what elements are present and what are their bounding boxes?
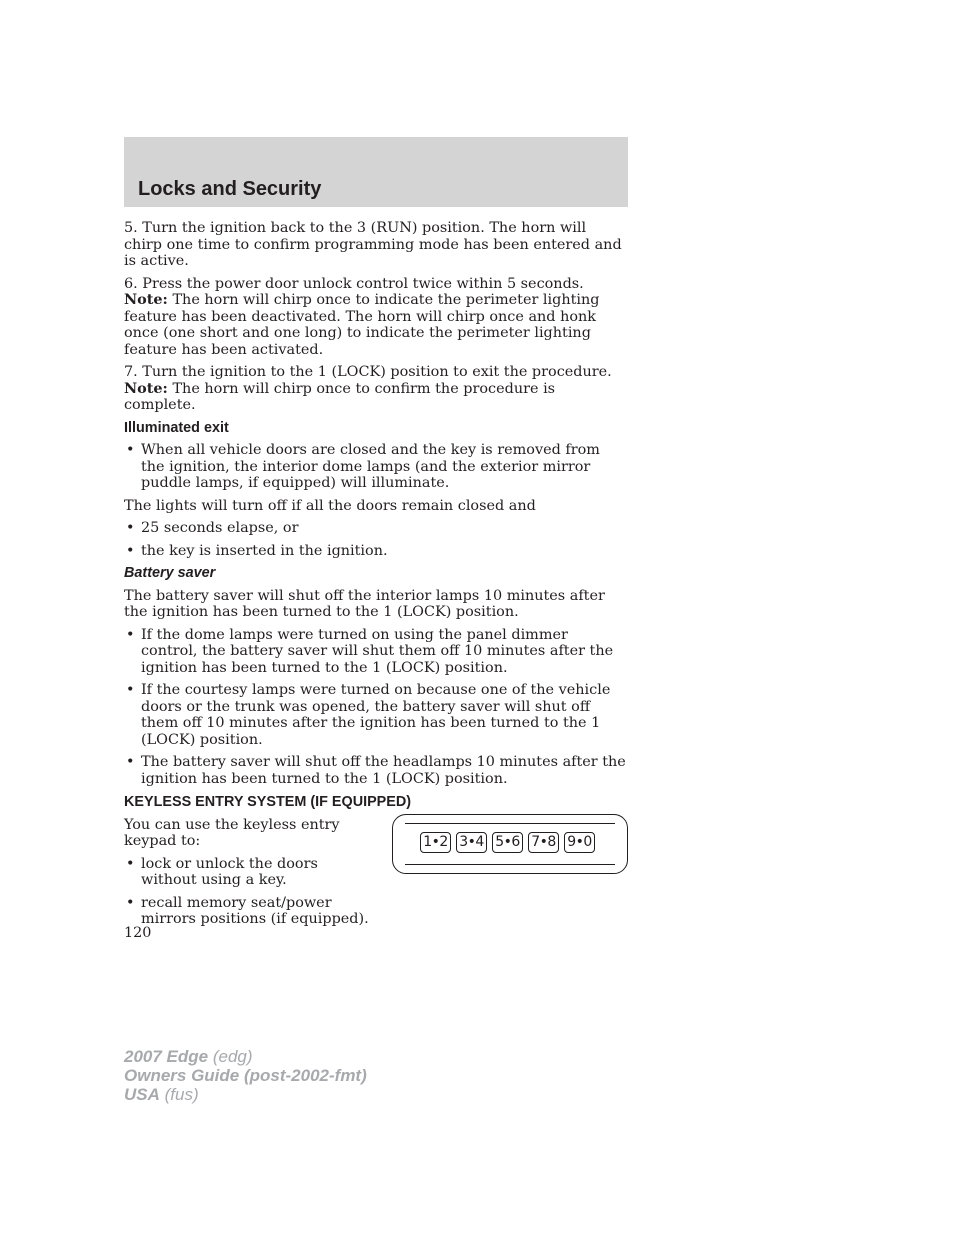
keyless-entry-section bbox=[124, 817, 628, 928]
keypad-key-5-6: 5•6 bbox=[492, 832, 523, 853]
list-item: • When all vehicle doors are closed and the key is removed from the ignition, the interior dome lamps (and the exterior mirror puddle lamps, if equipped) will illuminate. bbox=[124, 442, 628, 492]
list-item: • recall memory seat/power mirrors positions (if equipped). bbox=[124, 895, 376, 928]
page-content bbox=[124, 220, 628, 934]
section-header-band bbox=[124, 137, 628, 207]
illuminated-exit-heading: Illuminated exit bbox=[124, 419, 229, 436]
keypad-key-3-4: 3•4 bbox=[456, 832, 487, 853]
lights-off-paragraph: The lights will turn off if all the doors remain closed and bbox=[124, 497, 536, 514]
step-5-paragraph: 5. Turn the ignition back to the 3 (RUN) position. The horn will chirp one time to confirm programming mode has been entered and is active. bbox=[124, 220, 622, 269]
note-label: Note: bbox=[124, 379, 168, 397]
keypad-key-9-0: 9•0 bbox=[564, 832, 595, 853]
keyless-entry-intro: You can use the keyless entry keypad to: bbox=[124, 816, 340, 849]
keyless-entry-text bbox=[124, 817, 376, 928]
step-6-paragraph: 6. Press the power door unlock control twice within 5 seconds. Note: The horn will chirp once to indicate the perimeter lighting feature has been deactivated. The horn will chirp once and honk once (one short and one long) to indicate the perimeter lighting feature has been activated. bbox=[124, 275, 600, 358]
footer-line-1: 2007 Edge (edg) bbox=[124, 1047, 253, 1066]
battery-saver-intro: The battery saver will shut off the interior lamps 10 minutes after the ignition has been turned to the 1 (LOCK) position. bbox=[124, 587, 605, 620]
list-item: • 25 seconds elapse, or bbox=[124, 520, 628, 537]
list-item: • The battery saver will shut off the headlamps 10 minutes after the ignition has been turned to the 1 (LOCK) position. bbox=[124, 754, 628, 787]
document-footer bbox=[124, 1047, 367, 1104]
keypad-illustration bbox=[392, 814, 628, 874]
keyless-entry-heading: KEYLESS ENTRY SYSTEM (IF EQUIPPED) bbox=[124, 794, 412, 810]
step-7-paragraph: 7. Turn the ignition to the 1 (LOCK) position to exit the procedure. Note: The horn will chirp once to confirm the procedure is complete. bbox=[124, 364, 612, 413]
page-number: 120 bbox=[124, 925, 152, 941]
keypad-top-rule bbox=[405, 823, 615, 824]
note-label: Note: bbox=[124, 291, 168, 308]
footer-line-2: Owners Guide (post-2002-fmt) bbox=[124, 1066, 367, 1085]
list-item: • If the dome lamps were turned on using the panel dimmer control, the battery saver will shut them off 10 minutes after the ignition has been turned to the 1 (LOCK) position. bbox=[124, 627, 628, 677]
list-item: • the key is inserted in the ignition. bbox=[124, 543, 628, 560]
keypad-key-1-2: 1•2 bbox=[420, 832, 451, 853]
keyless-entry-list bbox=[124, 856, 376, 928]
list-item: • If the courtesy lamps were turned on because one of the vehicle doors or the trunk was opened, the battery saver will shut off them off 10 minutes after the ignition has been turned to the 1 (LOCK) position. bbox=[124, 682, 628, 748]
battery-saver-list bbox=[124, 627, 628, 788]
footer-line-3: USA (fus) bbox=[124, 1085, 199, 1104]
keypad-keys bbox=[420, 832, 595, 853]
list-item: • lock or unlock the doors without using a key. bbox=[124, 856, 376, 889]
lights-off-list bbox=[124, 520, 628, 559]
illuminated-exit-list bbox=[124, 442, 628, 492]
section-title: Locks and Security bbox=[138, 178, 322, 200]
battery-saver-heading: Battery saver bbox=[124, 565, 216, 581]
keypad-key-7-8: 7•8 bbox=[528, 832, 559, 853]
keypad-bottom-rule bbox=[405, 864, 615, 865]
